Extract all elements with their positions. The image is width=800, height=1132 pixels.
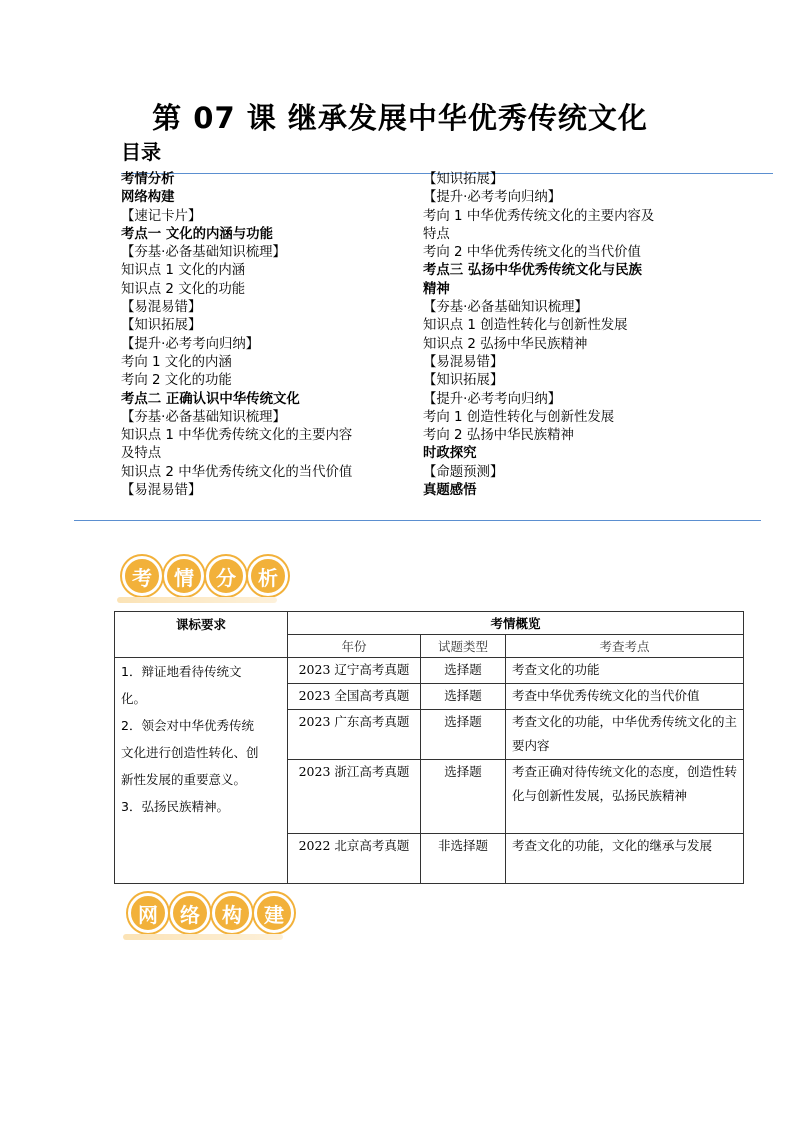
point-cell: 考查文化的功能 — [506, 658, 744, 684]
toc-entry[interactable]: 考情分析 — [121, 172, 175, 187]
banner-character: 构 — [212, 893, 252, 933]
requirements-cell — [115, 658, 288, 884]
point-cell: 考查文化的功能，文化的继承与发展 — [506, 834, 744, 884]
toc-left-column — [121, 171, 352, 500]
banner-underline — [123, 934, 283, 940]
toc-entry[interactable]: 考向 2 中华优秀传统文化的当代价值 — [423, 245, 641, 261]
toc-entry[interactable]: 【易混易错】 — [121, 300, 202, 316]
toc-entry[interactable]: 【命题预测】 — [423, 464, 504, 480]
toc-entry[interactable]: 【知识拓展】 — [423, 373, 504, 389]
toc-entry[interactable]: 【提升·必考考向归纳】 — [423, 391, 562, 407]
toc-entry[interactable]: 特点 — [423, 226, 450, 242]
toc-entry[interactable]: 考点三 弘扬中华优秀传统文化与民族 — [423, 263, 642, 279]
requirement-line: 3．弘扬民族精神。 — [121, 799, 229, 814]
banner-character: 情 — [164, 556, 204, 596]
toc-entry[interactable]: 知识点 1 中华优秀传统文化的主要内容 — [121, 428, 353, 444]
toc-entry[interactable]: 考向 1 文化的内涵 — [121, 354, 232, 370]
table-row — [115, 658, 744, 684]
type-cell: 选择题 — [421, 710, 506, 760]
banner-character: 析 — [248, 556, 288, 596]
section-banner-kaoqing — [122, 556, 288, 596]
toc-entry[interactable]: 【知识拓展】 — [121, 318, 202, 334]
toc-entry[interactable]: 精神 — [423, 281, 450, 297]
banner-underline — [117, 597, 277, 603]
section-banner-wangluo — [128, 893, 294, 933]
point-cell: 考查正确对待传统文化的态度，创造性转化与创新性发展，弘扬民族精神 — [506, 760, 744, 834]
exam-analysis-table — [114, 611, 744, 884]
sub-header-type: 试题类型 — [421, 635, 506, 658]
toc-bottom-rule — [74, 520, 761, 521]
toc-entry[interactable]: 【提升·必考考向归纳】 — [423, 190, 562, 206]
requirement-line: 1．辩证地看待传统文 — [121, 664, 242, 679]
toc-entry[interactable]: 网络构建 — [121, 190, 175, 206]
toc-entry[interactable]: 及特点 — [121, 446, 162, 462]
year-cell: 2023 浙江高考真题 — [288, 760, 421, 834]
page-title: 第 07 课 继承发展中华优秀传统文化 — [152, 101, 648, 135]
banner-character: 考 — [122, 556, 162, 596]
toc-entry[interactable]: 知识点 1 创造性转化与创新性发展 — [423, 318, 628, 334]
toc-entry[interactable]: 真题感悟 — [423, 483, 477, 499]
year-cell: 2023 广东高考真题 — [288, 710, 421, 760]
toc-entry[interactable]: 【夯基·必备基础知识梳理】 — [121, 409, 286, 425]
toc-entry[interactable]: 知识点 2 文化的功能 — [121, 281, 246, 297]
banner-character: 络 — [170, 893, 210, 933]
col-header-overview: 考情概览 — [288, 612, 744, 635]
toc-entry[interactable]: 考向 1 中华优秀传统文化的主要内容及 — [423, 208, 655, 224]
toc-entry[interactable]: 考点一 文化的内涵与功能 — [121, 226, 273, 242]
requirement-line: 文化进行创造性转化、创 — [121, 745, 259, 760]
toc-entry[interactable]: 【知识拓展】 — [423, 172, 504, 187]
type-cell: 选择题 — [421, 760, 506, 834]
type-cell: 非选择题 — [421, 834, 506, 884]
point-cell: 考查中华优秀传统文化的当代价值 — [506, 684, 744, 710]
banner-character: 网 — [128, 893, 168, 933]
col-header-requirements: 课标要求 — [115, 612, 288, 658]
toc-entry[interactable]: 【夯基·必备基础知识梳理】 — [423, 300, 588, 316]
toc-entry[interactable]: 时政探究 — [423, 446, 477, 462]
toc-entry[interactable]: 考点二 正确认识中华传统文化 — [121, 391, 300, 407]
requirement-line: 2．领会对中华优秀传统 — [121, 718, 254, 733]
toc-entry[interactable]: 知识点 2 弘扬中华民族精神 — [423, 336, 588, 352]
toc-entry[interactable]: 考向 2 文化的功能 — [121, 373, 232, 389]
toc-entry[interactable]: 考向 2 弘扬中华民族精神 — [423, 428, 574, 444]
toc-entry[interactable]: 考向 1 创造性转化与创新性发展 — [423, 409, 615, 425]
toc-entry[interactable]: 【提升·必考考向归纳】 — [121, 336, 260, 352]
toc-entry[interactable]: 知识点 1 文化的内涵 — [121, 263, 246, 279]
toc-entry[interactable]: 知识点 2 中华优秀传统文化的当代价值 — [121, 464, 353, 480]
requirement-line: 新性发展的重要意义。 — [121, 772, 247, 787]
toc-heading: 目录 — [121, 140, 161, 164]
type-cell: 选择题 — [421, 684, 506, 710]
toc-entry[interactable]: 【易混易错】 — [121, 483, 202, 499]
banner-character: 分 — [206, 556, 246, 596]
toc-entry[interactable]: 【夯基·必备基础知识梳理】 — [121, 245, 286, 261]
sub-header-point: 考查考点 — [506, 635, 744, 658]
toc-right-column — [423, 171, 654, 500]
year-cell: 2023 全国高考真题 — [288, 684, 421, 710]
toc-entry[interactable]: 【易混易错】 — [423, 354, 504, 370]
sub-header-year: 年份 — [288, 635, 421, 658]
type-cell: 选择题 — [421, 658, 506, 684]
year-cell: 2023 辽宁高考真题 — [288, 658, 421, 684]
banner-character: 建 — [254, 893, 294, 933]
point-cell: 考查文化的功能，中华优秀传统文化的主要内容 — [506, 710, 744, 760]
requirement-line: 化。 — [121, 691, 147, 706]
toc-entry[interactable]: 【速记卡片】 — [121, 208, 202, 224]
year-cell: 2022 北京高考真题 — [288, 834, 421, 884]
